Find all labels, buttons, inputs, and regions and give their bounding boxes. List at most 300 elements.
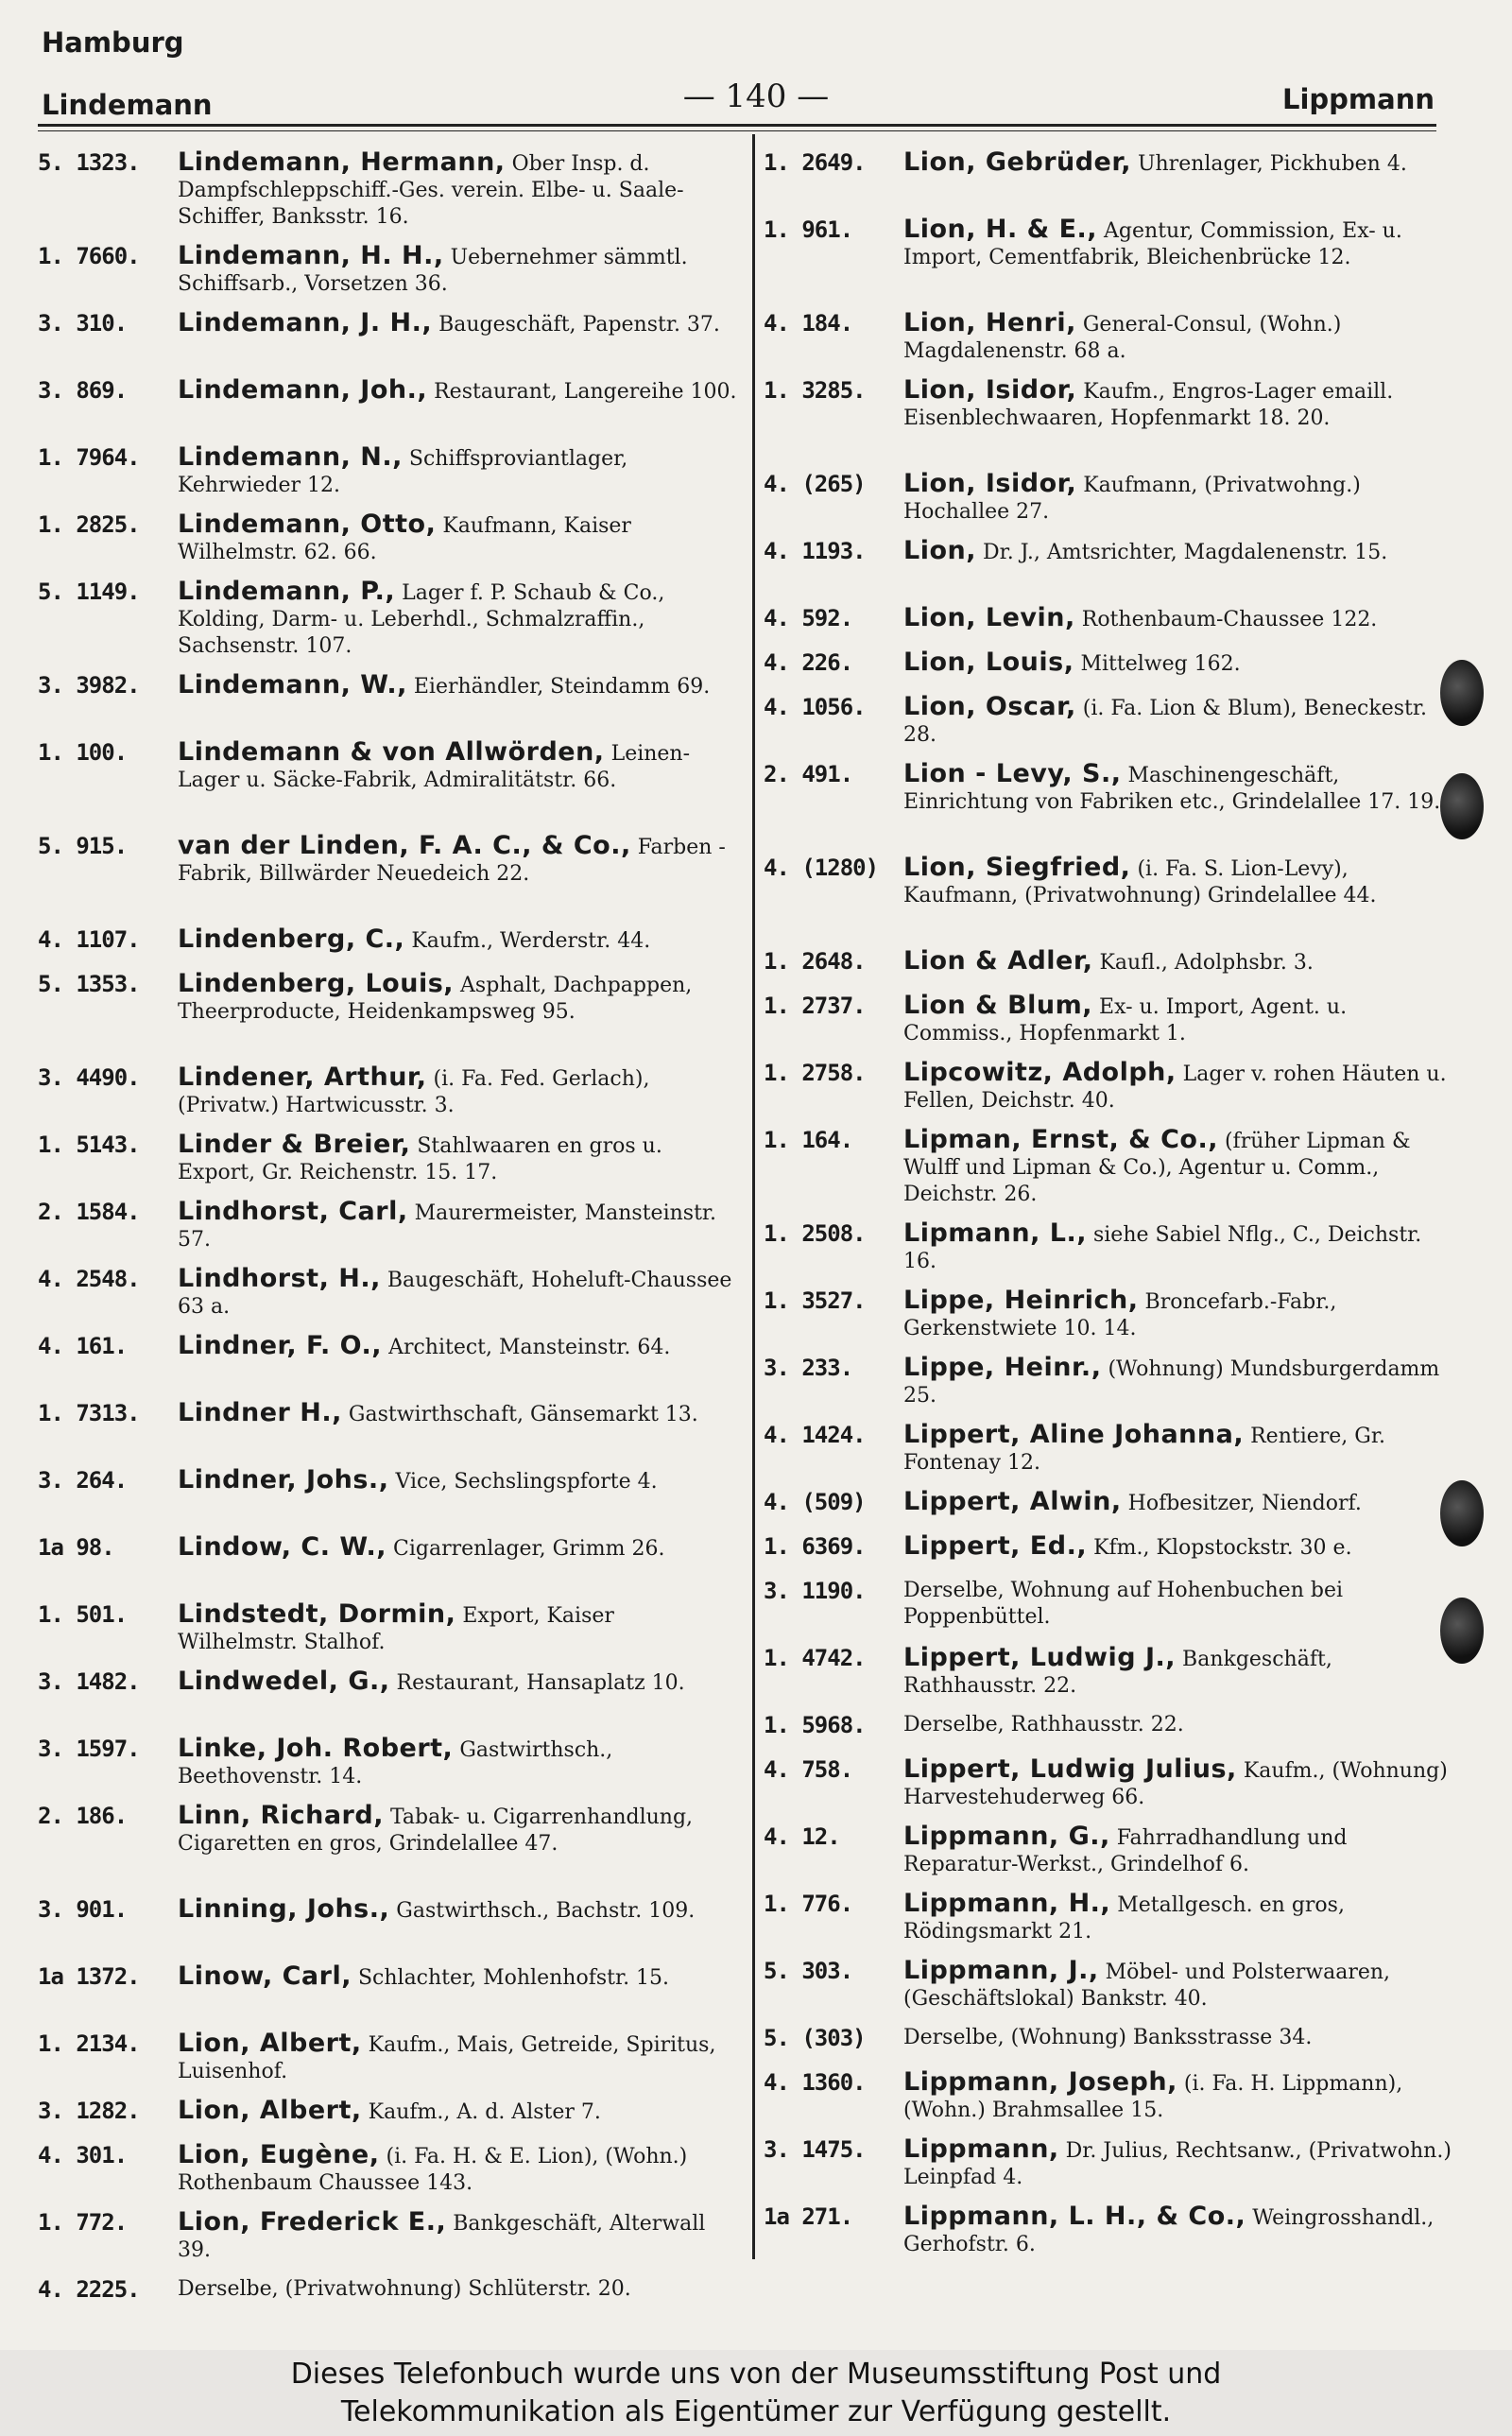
entry-text — [178, 444, 737, 499]
entry-text — [903, 538, 1453, 566]
directory-entry — [764, 1422, 1453, 1482]
phone-number: 4. 758. — [764, 1756, 853, 1783]
directory-entry — [38, 1668, 737, 1729]
entry-text — [178, 1601, 737, 1656]
directory-entry — [764, 1220, 1453, 1281]
entry-details: Rothenbaum-Chaussee 122. — [1081, 608, 1378, 631]
entry-details: Agentur, Commission, Ex- u. Import, Cementfabrik, Bleichenbrücke 12. — [903, 219, 1402, 269]
phone-number: 3. 1597. — [38, 1736, 140, 1762]
directory-entry — [38, 1963, 737, 2024]
entry-text — [178, 149, 737, 231]
entry-details: Architect, Mansteinstr. 64. — [388, 1336, 671, 1359]
entry-text — [178, 310, 737, 338]
entry-name: Lindemann, W., — [178, 672, 407, 700]
entry-name: Lippert, Alwin, — [903, 1489, 1122, 1516]
entry-text — [178, 1064, 737, 1119]
phone-number: 2. 1584. — [38, 1199, 140, 1225]
entry-text — [178, 2209, 737, 2264]
entry-details: Lager v. rohen Häuten u. Fellen, Deichstr. 40. — [903, 1063, 1447, 1113]
entry-details: Cigarrenlager, Grimm 26. — [393, 1537, 665, 1561]
phone-number: 5. 1149. — [38, 579, 140, 605]
directory-entry — [38, 739, 737, 826]
entry-text — [178, 1534, 737, 1563]
phone-number: 1. 776. — [764, 1891, 853, 1917]
phone-number: 1. 5968. — [764, 1712, 866, 1738]
directory-entry — [764, 649, 1453, 687]
entry-name: Lipman, Ernst, & Co., — [903, 1127, 1218, 1154]
entry-text — [178, 1199, 737, 1253]
directory-entry — [764, 2069, 1453, 2130]
phone-number: 1. 961. — [764, 216, 853, 243]
entry-details: Kfm., Klopstockstr. 30 e. — [1093, 1536, 1352, 1560]
entry-name: Lindemann, Joh., — [178, 377, 428, 405]
entry-name: Lion & Adler, — [903, 948, 1093, 976]
entry-name: Linder & Breier, — [178, 1132, 411, 1159]
entry-details: (i. Fa. Fed. Gerlach), (Privatw.) Hartwicusstr. 3. — [178, 1067, 650, 1117]
entry-name: Lindemann, J. H., — [178, 310, 433, 337]
directory-entry — [38, 1132, 737, 1192]
entry-name: Lindner, F. O., — [178, 1333, 383, 1360]
phone-number: 3. 233. — [764, 1355, 853, 1381]
entry-text — [903, 2136, 1453, 2191]
phone-number: 4. (509) — [764, 1489, 866, 1515]
entry-text — [903, 649, 1453, 678]
entry-details: Mittelweg 162. — [1080, 652, 1241, 676]
directory-entry — [38, 2142, 737, 2203]
page-number: — 140 — — [682, 78, 830, 115]
entry-text — [903, 761, 1453, 816]
entry-name: Lion, Isidor, — [903, 377, 1077, 405]
phone-number: 4. 592. — [764, 605, 853, 631]
entry-details: (i. Fa. S. Lion-Levy), Kaufmann, (Privatwohnung) Grindelallee 44. — [903, 857, 1377, 907]
phone-number: 3. 1190. — [764, 1578, 866, 1604]
directory-entry — [38, 149, 737, 236]
phone-number: 3. 1282. — [38, 2098, 140, 2124]
directory-entry — [764, 993, 1453, 1053]
directory-entry — [38, 672, 737, 733]
directory-entry — [764, 1756, 1453, 1817]
entry-name: Lippert, Ludwig J., — [903, 1645, 1177, 1672]
entry-text — [903, 471, 1453, 526]
directory-entry — [764, 1712, 1453, 1750]
directory-entry — [38, 2209, 737, 2270]
phone-number: 1. 2508. — [764, 1220, 866, 1247]
phone-number: 4. 226. — [764, 649, 853, 676]
entry-text — [178, 1333, 737, 1361]
entry-text — [178, 2276, 737, 2303]
entry-text — [178, 243, 737, 298]
entry-name: Lindemann, Hermann, — [178, 149, 506, 177]
phone-number: 1. 3285. — [764, 377, 866, 404]
entry-name: Lindenberg, Louis, — [178, 971, 455, 998]
directory-entry — [764, 1127, 1453, 1214]
entry-text — [178, 511, 737, 566]
directory-entry — [38, 1601, 737, 1662]
entry-details: Kaufm., Engros-Lager emaill. Eisenblechwaaren, Hopfenmarkt 18. 20. — [903, 380, 1394, 430]
entry-details: Hofbesitzer, Niendorf. — [1127, 1492, 1362, 1515]
entry-details: Bankgeschäft, Alterwall 39. — [178, 2212, 706, 2262]
phone-number: 3. 310. — [38, 310, 128, 337]
phone-number: 1. 6369. — [764, 1533, 866, 1560]
binding-hole — [1440, 773, 1484, 839]
directory-entry — [38, 579, 737, 665]
entry-details: Kaufm., (Wohnung) Harvestehuderweg 66. — [903, 1759, 1448, 1809]
phone-number: 4. 184. — [764, 310, 853, 337]
binding-hole — [1440, 1480, 1484, 1546]
phone-number: 5. 1323. — [38, 149, 140, 176]
entry-text — [178, 2142, 737, 2197]
entry-text — [178, 1132, 737, 1186]
entry-details: Ober Insp. d. Dampfschleppschiff.-Ges. verein. Elbe- u. Saale-Schiffer, Banksstr. 16. — [178, 152, 684, 229]
directory-entry — [764, 2136, 1453, 2197]
phone-number: 1. 2758. — [764, 1060, 866, 1086]
entry-name: Lion, Frederick E., — [178, 2209, 447, 2237]
directory-entry — [38, 2030, 737, 2091]
entry-text — [903, 993, 1453, 1047]
phone-number: 1. 7660. — [38, 243, 140, 269]
entry-text — [178, 1803, 737, 1857]
directory-entry — [38, 1736, 737, 1796]
entry-name: Lippmann, G., — [903, 1823, 1110, 1851]
entry-name: Lindemann & von Allwörden, — [178, 739, 605, 767]
entry-details: Kaufmann, (Privatwohng.) Hochallee 27. — [903, 474, 1361, 524]
entry-name: Lindwedel, G., — [178, 1668, 390, 1696]
header-left-keyword: Lindemann — [42, 89, 213, 121]
entry-name: Lipcowitz, Adolph, — [903, 1060, 1177, 1087]
entry-details: Fahrradhandlung und Reparatur-Werkst., Grindelhof 6. — [903, 1826, 1348, 1876]
directory-entry — [764, 855, 1453, 942]
entry-details: Weingrosshandl., Gerhofstr. 6. — [903, 2206, 1435, 2256]
entry-name: Lion, Gebrüder, — [903, 149, 1131, 177]
entry-details: Kaufmann, Kaiser Wilhelmstr. 62. 66. — [178, 514, 631, 564]
phone-number: 4. 1056. — [764, 694, 866, 720]
phone-number: 3. 3982. — [38, 672, 140, 699]
entry-details: Rentiere, Gr. Fontenay 12. — [903, 1425, 1385, 1475]
phone-number: 1. 772. — [38, 2209, 128, 2236]
entry-details: Ex- u. Import, Agent. u. Commiss., Hopfenmarkt 1. — [903, 995, 1348, 1045]
right-column — [764, 149, 1453, 2271]
entry-text — [178, 1266, 737, 1321]
entry-details: Derselbe, (Wohnung) Banksstrasse 34. — [903, 2026, 1313, 2049]
phone-number: 3. 1482. — [38, 1668, 140, 1695]
entry-name: Lion, — [903, 538, 976, 565]
entry-text — [903, 216, 1453, 271]
entry-details: Schlachter, Mohlenhofstr. 15. — [357, 1966, 670, 1990]
entry-details: Metallgesch. en gros, Rödingsmarkt 21. — [903, 1893, 1345, 1944]
entry-details: Stahlwaaren en gros u. Export, Gr. Reichenstr. 15. 17. — [178, 1134, 662, 1184]
entry-name: Lion, H. & E., — [903, 216, 1098, 244]
entry-text — [903, 948, 1453, 976]
entry-details: Export, Kaiser Wilhelmstr. Stalhof. — [178, 1604, 614, 1654]
entry-text — [178, 1668, 737, 1697]
entry-text — [903, 1823, 1453, 1878]
entry-details: Bankgeschäft, Rathhausstr. 22. — [903, 1648, 1332, 1698]
column-divider — [752, 134, 755, 2259]
entry-details: Dr. Julius, Rechtsanw., (Privatwohn.) Leinpfad 4. — [903, 2139, 1452, 2189]
entry-text — [903, 1355, 1453, 1409]
phone-number: 5. 303. — [764, 1958, 853, 1984]
phone-number: 4. (1280) — [764, 855, 879, 881]
entry-name: Lippmann, L. H., & Co., — [903, 2203, 1246, 2231]
directory-entry — [38, 2276, 737, 2337]
footer-line-1: Dieses Telefonbuch wurde uns von der Museumsstiftung Post und — [290, 2358, 1222, 2391]
directory-entry — [764, 1533, 1453, 1571]
phone-number: 1a 1372. — [38, 1963, 140, 1990]
entry-name: Lindhorst, H., — [178, 1266, 381, 1293]
directory-entry — [764, 538, 1453, 598]
entry-name: Lion, Eugène, — [178, 2142, 380, 2169]
entry-name: Linn, Richard, — [178, 1803, 384, 1830]
directory-entry — [764, 216, 1453, 303]
directory-entry — [764, 1578, 1453, 1638]
phone-number: 3. 264. — [38, 1467, 128, 1494]
entry-name: Lippmann, Joseph, — [903, 2069, 1177, 2097]
entry-text — [903, 310, 1453, 365]
entry-details: Leinen-Lager u. Säcke-Fabrik, Admiralitätstr. 66. — [178, 742, 691, 792]
directory-entry — [764, 377, 1453, 464]
entry-name: Lindow, C. W., — [178, 1534, 387, 1562]
entry-name: Lion & Blum, — [903, 993, 1093, 1020]
binding-hole — [1440, 660, 1484, 726]
entry-name: Lindemann, Otto, — [178, 511, 437, 539]
directory-entry — [764, 1958, 1453, 2018]
entry-text — [903, 855, 1453, 909]
entry-details: Uebernehmer sämmtl. Schiffsarb., Vorsetzen 36. — [178, 246, 688, 296]
entry-details: Asphalt, Dachpappen, Theerproducte, Heidenkampsweg 95. — [178, 974, 693, 1024]
entry-name: Lion, Siegfried, — [903, 855, 1131, 882]
entry-text — [903, 1645, 1453, 1700]
entry-details: Eierhändler, Steindamm 69. — [413, 675, 711, 699]
directory-entry — [38, 971, 737, 1058]
entry-details: Derselbe, Wohnung auf Hohenbuchen bei Poppenbüttel. — [903, 1579, 1343, 1629]
entry-name: Lion, Albert, — [178, 2030, 362, 2058]
directory-entry — [38, 1064, 737, 1125]
entry-name: Linow, Carl, — [178, 1963, 352, 1991]
binding-hole — [1440, 1598, 1484, 1664]
entry-text — [178, 833, 737, 888]
phone-number: 5. 915. — [38, 833, 128, 859]
entry-details: Kaufm., Werderstr. 44. — [411, 929, 651, 953]
entry-text — [903, 2203, 1453, 2258]
phone-number: 1. 501. — [38, 1601, 128, 1628]
phone-number: 1. 7964. — [38, 444, 140, 471]
phone-number: 1. 2134. — [38, 2030, 140, 2057]
directory-entry — [38, 1896, 737, 1957]
entry-details: Gastwirthschaft, Gänsemarkt 13. — [348, 1403, 698, 1426]
entry-name: Lindenberg, C., — [178, 926, 405, 954]
directory-entry — [764, 605, 1453, 643]
entry-name: Lippert, Ed., — [903, 1533, 1088, 1561]
phone-number: 5. 1353. — [38, 971, 140, 997]
entry-text — [178, 2030, 737, 2085]
phone-number: 1a 98. — [38, 1534, 114, 1561]
directory-entry — [764, 471, 1453, 531]
header-city: Hamburg — [42, 26, 184, 59]
directory-entry — [38, 1467, 737, 1528]
entry-text — [903, 1287, 1453, 1342]
entry-name: Lion, Henri, — [903, 310, 1076, 337]
phone-number: 4. 1193. — [764, 538, 866, 564]
directory-entry — [764, 1489, 1453, 1527]
entry-details: Farben - Fabrik, Billwärder Neuedeich 22. — [178, 836, 726, 886]
entry-details: Gastwirthsch., Beethovenstr. 14. — [178, 1738, 613, 1788]
entry-details: Kaufm., A. d. Alster 7. — [368, 2100, 601, 2124]
entry-name: Lippert, Ludwig Julius, — [903, 1756, 1237, 1784]
entry-text — [178, 672, 737, 700]
entry-details: Derselbe, Rathhausstr. 22. — [903, 1713, 1184, 1736]
directory-entry — [764, 2025, 1453, 2063]
phone-number: 1. 100. — [38, 739, 128, 766]
entry-name: Lippmann, — [903, 2136, 1059, 2164]
entry-text — [903, 377, 1453, 432]
entry-name: Lion, Albert, — [178, 2098, 362, 2125]
entry-name: Lippmann, H., — [903, 1891, 1111, 1918]
phone-number: 4. 161. — [38, 1333, 128, 1359]
phone-number: 1. 5143. — [38, 1132, 140, 1158]
entry-text — [903, 1891, 1453, 1945]
entry-name: Linning, Johs., — [178, 1896, 390, 1924]
entry-name: Lippert, Aline Johanna, — [903, 1422, 1245, 1449]
directory-entry — [38, 2098, 737, 2135]
entry-text — [903, 1220, 1453, 1275]
entry-text — [903, 2025, 1453, 2051]
phone-number: 1a 271. — [764, 2203, 853, 2230]
entry-details: (i. Fa. H. Lippmann), (Wohn.) Brahmsallee 15. — [903, 2072, 1403, 2122]
header-rule-thin — [38, 130, 1436, 131]
phone-number: 1. 3527. — [764, 1287, 866, 1314]
entry-text — [178, 377, 737, 406]
entry-details: Restaurant, Hansaplatz 10. — [396, 1671, 685, 1695]
entry-name: Lion, Levin, — [903, 605, 1075, 632]
entry-details: Baugeschäft, Papenstr. 37. — [438, 313, 720, 337]
entry-text — [903, 2069, 1453, 2124]
entry-details: (i. Fa. Lion & Blum), Beneckestr. 28. — [903, 697, 1427, 747]
entry-text — [903, 1533, 1453, 1562]
phone-number: 3. 901. — [38, 1896, 128, 1923]
entry-name: Lindhorst, Carl, — [178, 1199, 408, 1226]
directory-entry — [38, 310, 737, 371]
directory-entry — [764, 948, 1453, 986]
entry-text — [903, 605, 1453, 633]
entry-details: Derselbe, (Privatwohnung) Schlüterstr. 20. — [178, 2277, 631, 2301]
entry-details: Baugeschäft, Hoheluft-Chaussee 63 a. — [178, 1269, 732, 1319]
entry-details: (Wohnung) Mundsburgerdamm 25. — [903, 1357, 1440, 1408]
entry-text — [903, 1756, 1453, 1811]
directory-entry — [764, 1645, 1453, 1705]
entry-name: Lindener, Arthur, — [178, 1064, 427, 1092]
entry-details: Maurermeister, Mansteinstr. 57. — [178, 1201, 717, 1252]
entry-name: Lindner, Johs., — [178, 1467, 389, 1494]
entry-name: Lippmann, J., — [903, 1958, 1099, 1985]
directory-entry — [38, 926, 737, 964]
entry-text — [903, 694, 1453, 749]
phone-number: 4. 1107. — [38, 926, 140, 953]
directory-entry — [38, 833, 737, 920]
entry-text — [178, 1736, 737, 1790]
entry-text — [178, 2098, 737, 2126]
directory-entry — [38, 1400, 737, 1460]
entry-details: Uhrenlager, Pickhuben 4. — [1137, 152, 1407, 176]
phone-number: 4. 1360. — [764, 2069, 866, 2096]
entry-details: Tabak- u. Cigarrenhandlung, Cigaretten en gros, Grindelallee 47. — [178, 1805, 694, 1856]
entry-text — [178, 1467, 737, 1495]
entry-text — [178, 1963, 737, 1992]
phone-number: 1. 2737. — [764, 993, 866, 1019]
entry-name: Lindemann, H. H., — [178, 243, 444, 270]
footer-notice — [0, 2350, 1512, 2436]
entry-name: Lion, Isidor, — [903, 471, 1077, 498]
phone-number: 4. 2548. — [38, 1266, 140, 1292]
phone-number: 4. 1424. — [764, 1422, 866, 1448]
entry-text — [178, 739, 737, 794]
header-right-keyword: Lippmann — [1281, 83, 1435, 115]
entry-text — [903, 1712, 1453, 1738]
header-rule-thick — [38, 124, 1436, 127]
entry-name: Lindstedt, Dormin, — [178, 1601, 456, 1629]
phone-number: 1. 2648. — [764, 948, 866, 975]
entry-text — [178, 579, 737, 660]
entry-details: Lager f. P. Schaub & Co., Kolding, Darm- u. Leberhdl., Schmalzraffin., Sachsenstr. 107. — [178, 581, 665, 658]
entry-name: Lion - Levy, S., — [903, 761, 1122, 788]
directory-entry — [38, 1803, 737, 1890]
phone-number: 4. 12. — [764, 1823, 840, 1850]
entry-name: Lipmann, L., — [903, 1220, 1087, 1248]
entry-text — [178, 926, 737, 955]
left-column — [38, 149, 737, 2343]
directory-entry — [38, 1534, 737, 1595]
phone-number: 1. 4742. — [764, 1645, 866, 1671]
entry-name: Lindemann, P., — [178, 579, 396, 606]
phone-number: 3. 4490. — [38, 1064, 140, 1091]
entry-name: Linke, Joh. Robert, — [178, 1736, 454, 1763]
entry-details: Maschinengeschäft, Einrichtung von Fabriken etc., Grindelallee 17. 19. — [903, 764, 1441, 814]
entry-details: (früher Lipman & Wulff und Lipman & Co.), Agentur u. Comm., Deichstr. 26. — [903, 1130, 1411, 1206]
entry-text — [903, 149, 1453, 178]
entry-text — [178, 1400, 737, 1428]
entry-text — [178, 971, 737, 1026]
directory-entry — [764, 1287, 1453, 1348]
directory-entry — [764, 2203, 1453, 2264]
phone-number: 1. 2825. — [38, 511, 140, 538]
entry-details: (i. Fa. H. & E. Lion), (Wohn.) Rothenbaum Chaussee 143. — [178, 2145, 688, 2195]
directory-entry — [764, 694, 1453, 754]
entry-text — [903, 1127, 1453, 1208]
directory-entry — [764, 149, 1453, 210]
entry-name: Lion, Oscar, — [903, 694, 1076, 721]
directory-entry — [764, 1060, 1453, 1120]
entry-name: Lippe, Heinr., — [903, 1355, 1102, 1382]
entry-text — [903, 1489, 1453, 1517]
phone-number: 3. 1475. — [764, 2136, 866, 2163]
entry-details: Broncefarb.-Fabr., Gerkenstwiete 10. 14. — [903, 1290, 1337, 1340]
entry-text — [178, 1896, 737, 1925]
phone-number: 1. 7313. — [38, 1400, 140, 1426]
entry-name: Lion, Louis, — [903, 649, 1074, 677]
entry-text — [903, 1422, 1453, 1477]
entry-details: Schiffsproviantlager, Kehrwieder 12. — [178, 447, 628, 497]
phone-number: 1. 2649. — [764, 149, 866, 176]
phone-number: 2. 491. — [764, 761, 853, 787]
entry-name: van der Linden, F. A. C., & Co., — [178, 833, 631, 860]
directory-entry — [38, 243, 737, 303]
directory-entry — [764, 1891, 1453, 1951]
directory-entry — [38, 444, 737, 505]
directory-entry — [38, 1333, 737, 1393]
phone-number: 4. (265) — [764, 471, 866, 497]
entry-name: Lindner H., — [178, 1400, 342, 1427]
footer-line-2: Telekommunikation als Eigentümer zur Verfügung gestellt. — [340, 2395, 1172, 2428]
directory-entry — [764, 1355, 1453, 1415]
